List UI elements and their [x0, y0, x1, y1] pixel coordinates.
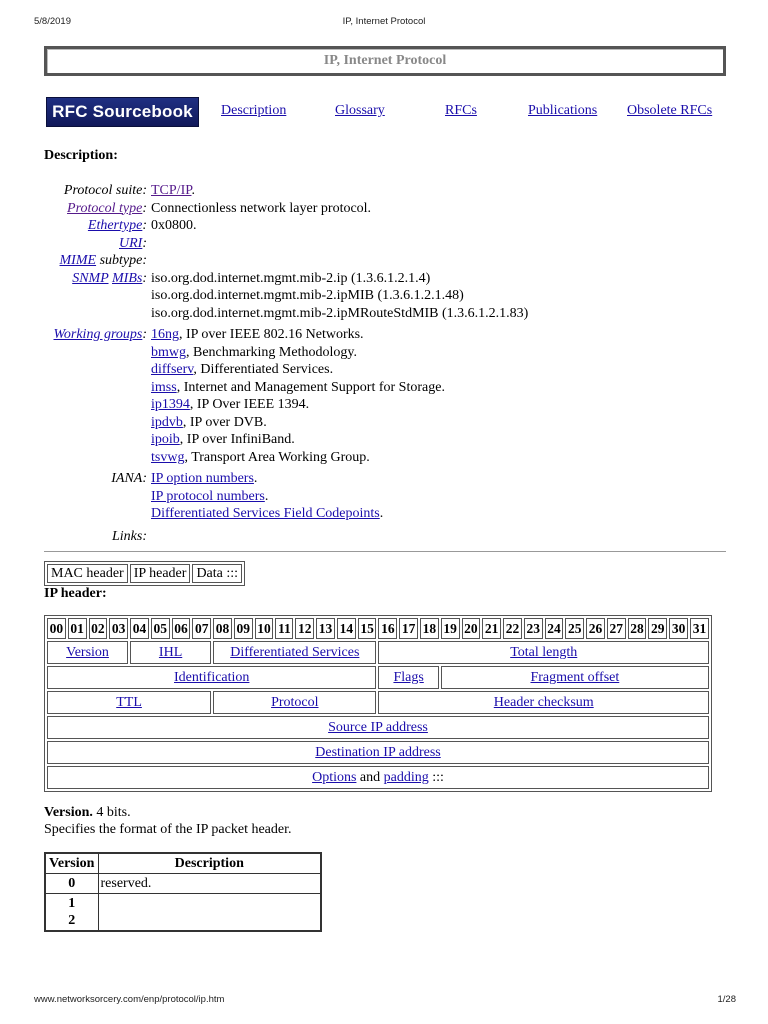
bit-number-cell: 01 — [68, 618, 87, 639]
bit-number-cell: 27 — [607, 618, 626, 639]
wg-link[interactable]: diffserv — [151, 362, 194, 377]
tcpip-link[interactable]: TCP/IP — [151, 183, 192, 198]
bit-number-cell: 02 — [89, 618, 108, 639]
wg-item: ipdvb, IP over DVB. — [151, 414, 267, 430]
bit-number-cell: 26 — [586, 618, 605, 639]
version-table — [44, 852, 322, 932]
wg-item: ip1394, IP Over IEEE 1394. — [151, 397, 310, 412]
field-version[interactable]: Version — [66, 645, 109, 660]
field-protocol[interactable]: Protocol — [271, 695, 319, 710]
bit-number-cell: 05 — [151, 618, 170, 639]
wg-item: ipoib, IP over InfiniBand. — [151, 432, 295, 447]
mib-item: iso.org.dod.internet.mgmt.mib-2.ip (1.3.6.1.2.1.4) — [151, 270, 431, 286]
nav-glossary[interactable]: Glossary — [335, 103, 385, 118]
field-differentiated-services[interactable]: Differentiated Services — [230, 645, 360, 660]
protocol-type-link[interactable]: Protocol type — [67, 200, 143, 216]
version-title: Version. — [44, 805, 93, 820]
wg-item: imss, Internet and Management Support for Storage. — [151, 379, 445, 395]
bit-number-cell: 06 — [172, 618, 191, 639]
ethertype-value: 0x0800. — [151, 218, 197, 233]
wg-link[interactable]: 16ng — [151, 327, 179, 342]
mibs-link[interactable]: MIBs — [112, 270, 143, 286]
bit-number-cell: 09 — [234, 618, 253, 639]
field-options[interactable]: Options — [312, 770, 357, 785]
bit-number-cell: 16 — [378, 618, 397, 639]
packet-structure-table — [44, 561, 245, 586]
field-flags[interactable]: Flags — [393, 670, 424, 685]
iana-link[interactable]: IP option numbers — [151, 471, 254, 486]
print-url: www.networksorcery.com/enp/protocol/ip.htm — [34, 994, 225, 1005]
working-groups-link[interactable]: Working groups — [53, 327, 143, 342]
uri-link[interactable]: URI — [119, 235, 143, 251]
bit-number-cell: 14 — [337, 618, 356, 639]
table-row: 0 reserved. — [45, 874, 321, 894]
protocol-type-value: Connectionless network layer protocol. — [151, 200, 372, 216]
description-col-header: Description — [98, 853, 321, 874]
page-title: IP, Internet Protocol — [44, 46, 726, 76]
ip-header-heading: IP header: — [44, 586, 107, 601]
print-date: 5/8/2019 — [34, 16, 71, 27]
snmp-link[interactable]: SNMP — [72, 270, 109, 286]
packet-data: Data ::: — [192, 564, 242, 583]
bit-number-cell: 11 — [275, 618, 293, 639]
wg-item: 16ng, IP over IEEE 802.16 Networks. — [151, 327, 364, 342]
bit-number-cell: 21 — [482, 618, 501, 639]
mib-item: iso.org.dod.internet.mgmt.mib-2.ipMRouteStdMIB (1.3.6.1.2.1.83) — [151, 305, 529, 321]
wg-link[interactable]: tsvwg — [151, 449, 185, 465]
bit-number-cell: 12 — [295, 618, 314, 639]
rfc-sourcebook-logo[interactable]: RFC Sourcebook — [46, 97, 199, 127]
field-ihl[interactable]: IHL — [158, 645, 183, 660]
bit-number-cell: 13 — [316, 618, 335, 639]
bit-number-cell: 10 — [255, 618, 274, 639]
packet-mac-header: MAC header — [47, 564, 128, 583]
bit-number-cell: 03 — [109, 618, 128, 639]
bit-number-cell: 22 — [503, 618, 522, 639]
field-destination-ip[interactable]: Destination IP address — [315, 745, 441, 760]
iana-link[interactable]: Differentiated Services Field Codepoints — [151, 506, 380, 521]
divider — [44, 551, 726, 552]
bit-number-row — [47, 618, 709, 639]
wg-link[interactable]: bmwg — [151, 344, 186, 360]
packet-ip-header: IP header — [130, 564, 191, 583]
bit-number-cell: 19 — [441, 618, 460, 639]
iana-label: IANA: — [111, 471, 147, 486]
field-total-length[interactable]: Total length — [510, 645, 578, 660]
wg-item: bmwg, Benchmarking Methodology. — [151, 344, 357, 360]
bit-number-cell: 15 — [358, 618, 377, 639]
print-footer — [0, 994, 768, 1008]
bit-number-cell: 23 — [524, 618, 543, 639]
field-header-checksum[interactable]: Header checksum — [493, 695, 594, 710]
bit-number-cell: 24 — [545, 618, 564, 639]
bit-number-cell: 31 — [690, 618, 709, 639]
version-section: Version. 4 bits. Specifies the format of the IP packet header. — [44, 804, 728, 838]
ethertype-link[interactable]: Ethertype — [87, 218, 143, 233]
links-label: Links: — [112, 528, 147, 544]
field-ttl[interactable]: TTL — [116, 695, 142, 710]
mib-item: iso.org.dod.internet.mgmt.mib-2.ipMIB (1.3.6.1.2.1.48) — [151, 288, 464, 303]
bit-number-cell: 25 — [565, 618, 584, 639]
bit-number-cell: 07 — [192, 618, 211, 639]
bit-number-cell: 29 — [648, 618, 667, 639]
description-table: Protocol suite: TCP/IP. Protocol type: Connectionless network layer protocol. Ethertype: 0x0800. URI: MIME subtype: SNMP MIBs: iso.org.dod.internet.mgmt.mib-2.ip (1.3.6.1.2.1.4) iso.org.dod.internet.mgmt.mib-2.ipMIB (1.3.6.1.2.1.48) iso.org.dod.internet.mgmt.mib-2.ipMRouteStdMIB (1.3.6.1.2.1.83) Working groups: 16ng, IP over IEEE 802.16 Networks. bmwg, Benchmarking Methodology. diffserv, Differentiated Services. imss, Internet and Management Support for Storage. ip1394, IP Over IEEE 1394. ipdvb, IP over DVB. ipoib, IP over InfiniBand. tsvwg, Transport Area Working Group. IANA: IP option numbers. IP protocol numbers. Differentiated Services Field Codepoints. Links: — [44, 182, 528, 545]
wg-item: diffserv, Differentiated Services. — [151, 362, 334, 377]
wg-link[interactable]: ipoib — [151, 432, 180, 447]
version-description: Specifies the format of the IP packet header. — [44, 822, 292, 837]
bit-number-cell: 00 — [47, 618, 66, 639]
bit-number-cell: 18 — [420, 618, 439, 639]
wg-item: tsvwg, Transport Area Working Group. — [151, 449, 370, 465]
bit-number-cell: 20 — [462, 618, 481, 639]
wg-link[interactable]: imss — [151, 379, 177, 395]
field-fragment-offset[interactable]: Fragment offset — [530, 670, 620, 685]
bit-number-cell: 28 — [628, 618, 647, 639]
print-title: IP, Internet Protocol — [342, 16, 426, 27]
field-identification[interactable]: Identification — [174, 670, 250, 685]
iana-link[interactable]: IP protocol numbers — [151, 488, 265, 504]
field-padding[interactable]: padding — [383, 770, 429, 785]
ip-header-table: 00 01 02 03 04 05 06 07 08 09 10 11 12 13 14 15 16 17 18 19 20 21 22 23 24 25 26 27 28 29 30 31 Version IHL Differentiated Services Total length Identification Flags Fragment offset TTL Protocol Header checksum Source IP address Destination IP address Options and padding ::: — [44, 615, 712, 792]
description-heading: Description: — [44, 148, 118, 163]
nav-obsolete-rfcs[interactable]: Obsolete RFCs — [627, 103, 713, 118]
bit-number-cell: 08 — [213, 618, 232, 639]
print-page-number: 1/28 — [717, 994, 736, 1005]
nav-publications[interactable]: Publications — [528, 103, 598, 118]
bit-number-cell: 17 — [399, 618, 418, 639]
table-row: 1 2 — [45, 894, 321, 932]
bit-number-cell: 04 — [130, 618, 149, 639]
wg-link[interactable]: ipdvb — [151, 414, 183, 430]
mime-link[interactable]: MIME — [59, 253, 97, 268]
field-source-ip[interactable]: Source IP address — [328, 720, 428, 735]
nav-description[interactable]: Description — [221, 103, 287, 118]
nav-rfcs[interactable]: RFCs — [445, 103, 477, 118]
print-header — [0, 16, 768, 30]
bit-number-cell: 30 — [669, 618, 688, 639]
nav-bar — [46, 97, 726, 127]
wg-link[interactable]: ip1394 — [151, 397, 190, 412]
main-content — [44, 148, 728, 932]
version-col-header: Version — [45, 853, 98, 874]
protocol-suite-label: Protocol suite: — [63, 183, 147, 198]
